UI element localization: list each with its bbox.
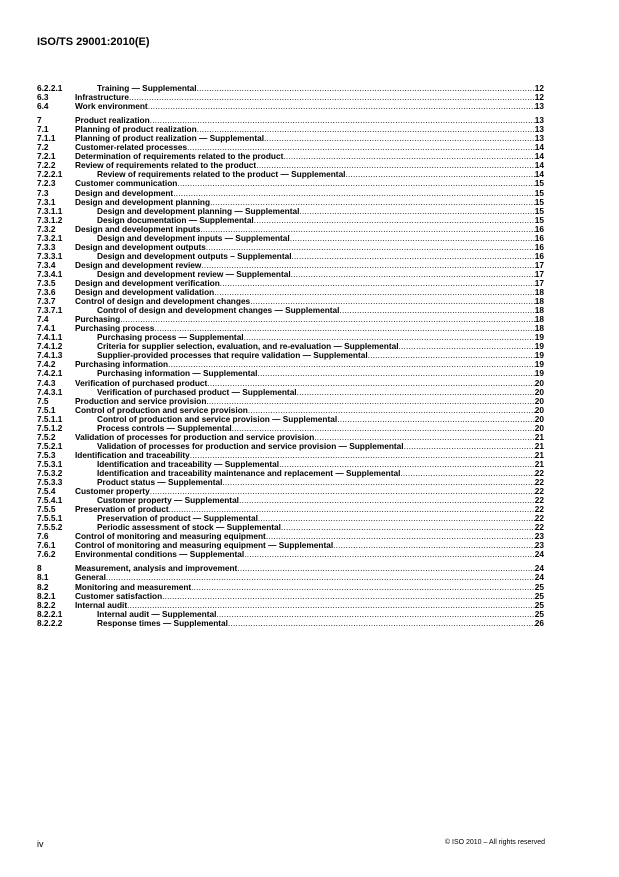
toc-entry-page: 20 <box>534 395 544 406</box>
toc-entry-page: 18 <box>534 305 544 316</box>
toc-entry-title: Purchasing process <box>75 323 155 334</box>
toc-entry-page: 20 <box>534 422 544 433</box>
toc-entry-number: 7.4.1.1 <box>37 332 63 343</box>
toc-dot-leader <box>254 216 535 225</box>
toc-dot-leader <box>244 550 535 559</box>
toc-entry-number: 7.2.3 <box>37 178 56 189</box>
toc-entry-number: 7.6.2 <box>37 549 56 560</box>
toc-entry-number: 7.5.1.1 <box>37 413 63 424</box>
page-number: iv <box>37 839 44 849</box>
toc-entry-number: 7.3.1 <box>37 196 56 207</box>
toc-dot-leader <box>258 514 535 523</box>
toc-dot-leader <box>216 610 534 619</box>
toc-entry-page: 21 <box>534 431 544 442</box>
toc-dot-leader <box>197 84 535 93</box>
toc-entry-page: 13 <box>534 124 544 135</box>
toc-entry-title: Criteria for supplier selection, evaluation, and re-evaluation — Supplemental <box>97 341 399 352</box>
toc-entry-page: 14 <box>534 160 544 171</box>
toc-entry-page: 20 <box>534 377 544 388</box>
toc-entry-number: 7.4 <box>37 314 49 325</box>
toc-entry-title: Purchasing information — Supplemental <box>97 368 258 379</box>
toc-entry-page: 25 <box>534 590 544 601</box>
toc-entry-page: 24 <box>534 563 544 574</box>
toc-dot-leader <box>220 279 535 288</box>
toc-entry-number: 7.2.2 <box>37 160 56 171</box>
toc-entry-page: 15 <box>534 214 544 225</box>
toc-entry-number: 7.3.3 <box>37 241 56 252</box>
toc-dot-leader <box>206 397 534 406</box>
toc-entry-page: 19 <box>534 350 544 361</box>
toc-entry-page: 13 <box>534 101 544 112</box>
toc-entry-title: Verification of purchased product <box>75 377 208 388</box>
toc-entry-number: 7.5.1 <box>37 404 56 415</box>
toc-entry-title: Verification of purchased product — Supplemental <box>97 386 297 397</box>
toc-entry-number: 7.5.3.3 <box>37 477 63 488</box>
toc-entry-number: 7.5.5.1 <box>37 513 63 524</box>
toc-entry-title: Supplier-provided processes that require validation — Supplemental <box>97 350 368 361</box>
toc-entry-page: 19 <box>534 332 544 343</box>
toc-entry-number: 7.4.1.3 <box>37 350 63 361</box>
toc-entry-title: Design and development inputs — Supplemental <box>97 232 290 243</box>
toc-dot-leader <box>257 369 534 378</box>
toc-section-group <box>37 564 544 627</box>
toc-entry-number: 7.3.6 <box>37 287 56 298</box>
toc-entry-number: 7.5.1.2 <box>37 422 63 433</box>
toc-entry-page: 14 <box>534 142 544 153</box>
toc-entry-title: Design documentation — Supplemental <box>97 214 254 225</box>
toc-entry-title: Product status — Supplemental <box>97 477 223 488</box>
toc-entry-title: Review of requirements related to the product — Supplemental <box>97 169 346 180</box>
toc-entry-page: 22 <box>534 495 544 506</box>
toc-entry-page: 16 <box>534 223 544 234</box>
toc-dot-leader <box>191 583 535 592</box>
toc-entry-number: 7.5.5.2 <box>37 522 63 533</box>
toc-entry-number: 7.2.1 <box>37 151 56 162</box>
toc-entry-title: Work environment <box>75 101 148 112</box>
toc-entry-number: 7.3.1.2 <box>37 214 63 225</box>
toc-entry-number: 8.2 <box>37 581 49 592</box>
toc-entry-number: 7.1.1 <box>37 133 56 144</box>
toc-entry-page: 19 <box>534 341 544 352</box>
toc-entry-number: 7.3.7 <box>37 296 56 307</box>
toc-entry-number: 7.4.1 <box>37 323 56 334</box>
toc-entry-number: 7.6.1 <box>37 540 56 551</box>
toc-entry-title: Customer property <box>75 486 150 497</box>
toc-entry-number: 7.5.2 <box>37 431 56 442</box>
toc-entry-title: Validation of processes for production and service provision <box>75 431 315 442</box>
toc-entry-number: 8.1 <box>37 572 49 583</box>
toc-entry-number: 6.2.2.1 <box>37 83 63 93</box>
toc-entry[interactable] <box>37 102 544 111</box>
toc-dot-leader <box>399 342 535 351</box>
toc-entry-number: 7 <box>37 115 42 126</box>
table-of-contents <box>37 84 544 633</box>
toc-entry-title: Design and development outputs – Supplemental <box>97 250 292 261</box>
toc-entry-number: 7.3.7.1 <box>37 305 63 316</box>
toc-entry-number: 8.2.2.1 <box>37 608 63 619</box>
toc-dot-leader <box>290 234 535 243</box>
toc-entry-title: Design and development planning <box>75 196 211 207</box>
toc-entry-title: Planning of product realization <box>75 124 197 135</box>
toc-entry-title: Control of monitoring and measuring equipment <box>75 531 266 542</box>
toc-entry-title: Purchasing information <box>75 359 169 370</box>
toc-entry-number: 7.2 <box>37 142 49 153</box>
toc-entry-page: 12 <box>534 83 544 93</box>
toc-entry-title: Design and development outputs <box>75 241 206 252</box>
toc-dot-leader <box>292 252 535 261</box>
toc-entry-page: 22 <box>534 513 544 524</box>
toc-dot-leader <box>120 315 535 324</box>
toc-entry-title: Preservation of product — Supplemental <box>97 513 258 524</box>
toc-dot-leader <box>404 442 535 451</box>
toc-entry-title: General <box>75 572 106 583</box>
toc-entry-title: Design and development validation <box>75 287 215 298</box>
toc-entry-number: 7.5.3 <box>37 449 56 460</box>
toc-entry-number: 7.3.2.1 <box>37 232 63 243</box>
toc-entry-title: Planning of product realization — Supplemental <box>75 133 264 144</box>
toc-dot-leader <box>222 478 534 487</box>
toc-dot-leader <box>162 592 535 601</box>
toc-entry-page: 19 <box>534 359 544 370</box>
toc-entry-title: Control of design and development changes <box>75 296 251 307</box>
toc-entry-page: 24 <box>534 549 544 560</box>
toc-entry-title: Customer property — Supplemental <box>97 495 239 506</box>
toc-dot-leader <box>239 496 535 505</box>
toc-entry-page: 21 <box>534 440 544 451</box>
toc-dot-leader <box>283 152 534 161</box>
toc-entry-page: 16 <box>534 250 544 261</box>
toc-entry-title: Identification and traceability — Supplemental <box>97 458 280 469</box>
toc-entry-title: Design and development review — Supplemental <box>97 268 291 279</box>
toc-entry-page: 15 <box>534 178 544 189</box>
toc-entry-title: Design and development inputs <box>75 223 201 234</box>
toc-entry[interactable] <box>37 619 544 628</box>
toc-entry-page: 21 <box>534 449 544 460</box>
toc-entry-title: Infrastructure <box>75 92 129 103</box>
toc-entry-page: 22 <box>534 467 544 478</box>
toc-entry-number: 8 <box>37 563 42 574</box>
toc-entry-page: 17 <box>534 277 544 288</box>
toc-entry-title: Design and development <box>75 187 174 198</box>
toc-entry-number: 7.5.4 <box>37 486 56 497</box>
toc-entry-title: Identification and traceability <box>75 449 190 460</box>
toc-entry-page: 18 <box>534 287 544 298</box>
toc-entry-title: Monitoring and measurement <box>75 581 192 592</box>
toc-entry-number: 7.3.3.1 <box>37 250 63 261</box>
toc-entry-title: Control of design and development changes — Supplemental <box>97 305 340 316</box>
toc-entry-page: 25 <box>534 581 544 592</box>
toc-entry-number: 7.5.5 <box>37 504 56 515</box>
toc-entry-number: 6.4 <box>37 101 49 112</box>
toc-entry-page: 20 <box>534 404 544 415</box>
toc-entry-page: 25 <box>534 599 544 610</box>
toc-entry-number: 7.3.4 <box>37 259 56 270</box>
toc-entry-page: 18 <box>534 296 544 307</box>
toc-entry-page: 22 <box>534 477 544 488</box>
toc-entry-number: 7.4.1.2 <box>37 341 63 352</box>
toc-entry-title: Production and service provision <box>75 395 207 406</box>
toc-entry-number: 7.5.3.1 <box>37 458 63 469</box>
toc-entry-title: Design and development verification <box>75 277 220 288</box>
toc-entry-title: Control of production and service provision — Supplemental <box>97 413 338 424</box>
toc-dot-leader <box>299 207 534 216</box>
toc-entry-number: 7.4.2.1 <box>37 368 63 379</box>
toc-entry-number: 7.3.1.1 <box>37 205 63 216</box>
toc-entry-title: Training — Supplemental <box>97 83 197 93</box>
toc-section-group <box>37 84 544 111</box>
toc-entry-page: 20 <box>534 413 544 424</box>
toc-dot-leader <box>337 415 535 424</box>
toc-entry-page: 17 <box>534 259 544 270</box>
toc-entry-title: Identification and traceability maintenance and replacement — Supplemental <box>97 467 401 478</box>
toc-entry-page: 22 <box>534 486 544 497</box>
toc-dot-leader <box>150 116 535 125</box>
toc-entry-number: 7.4.3 <box>37 377 56 388</box>
toc-entry-title: Response times — Supplemental <box>97 617 228 628</box>
toc-section-group <box>37 116 544 559</box>
toc-dot-leader <box>291 270 535 279</box>
toc-entry-page: 15 <box>534 196 544 207</box>
toc-entry-title: Preservation of product <box>75 504 169 515</box>
toc-entry-page: 17 <box>534 268 544 279</box>
toc-entry-page: 26 <box>534 617 544 628</box>
toc-entry-page: 19 <box>534 368 544 379</box>
toc-entry-number: 7.3.4.1 <box>37 268 63 279</box>
toc-dot-leader <box>173 189 535 198</box>
toc-entry-title: Product realization <box>75 115 150 126</box>
toc-entry-title: Customer communication <box>75 178 178 189</box>
toc-entry-title: Design and development planning — Supplemental <box>97 205 300 216</box>
toc-entry-title: Internal audit — Supplemental <box>97 608 217 619</box>
toc-dot-leader <box>264 134 535 143</box>
toc-entry-number: 7.6 <box>37 531 49 542</box>
toc-entry-page: 13 <box>534 115 544 126</box>
toc-entry-number: 6.3 <box>37 92 49 103</box>
toc-entry-page: 16 <box>534 232 544 243</box>
toc-entry-page: 13 <box>534 133 544 144</box>
toc-entry-page: 22 <box>534 504 544 515</box>
toc-entry-title: Customer satisfaction <box>75 590 163 601</box>
toc-entry-page: 21 <box>534 458 544 469</box>
toc-dot-leader <box>346 170 535 179</box>
toc-entry-page: 18 <box>534 323 544 334</box>
toc-entry-page: 14 <box>534 151 544 162</box>
toc-entry-title: Control of monitoring and measuring equipment — Supplemental <box>75 540 334 551</box>
toc-dot-leader <box>228 619 535 628</box>
copyright-notice: © ISO 2010 – All rights reserved <box>444 839 545 846</box>
toc-entry[interactable] <box>37 564 544 573</box>
toc-entry-page: 15 <box>534 205 544 216</box>
toc-entry-title: Determination of requirements related to the product <box>75 151 284 162</box>
toc-entry-page: 14 <box>534 169 544 180</box>
toc-entry-page: 12 <box>534 92 544 103</box>
toc-dot-leader <box>148 102 535 111</box>
toc-entry-title: Purchasing process — Supplemental <box>97 332 244 343</box>
toc-dot-leader <box>281 523 535 532</box>
toc-entry[interactable] <box>37 550 544 559</box>
toc-entry-title: Measurement, analysis and improvement <box>75 563 238 574</box>
toc-entry-number: 7.2.2.1 <box>37 169 63 180</box>
toc-entry-title: Control of production and service provision <box>75 404 248 415</box>
toc-entry-title: Validation of processes for production and service provision — Supplemental <box>97 440 404 451</box>
toc-entry-page: 20 <box>534 386 544 397</box>
toc-dot-leader <box>297 388 535 397</box>
toc-entry-number: 7.3.2 <box>37 223 56 234</box>
toc-dot-leader <box>339 306 534 315</box>
toc-entry-title: Review of requirements related to the product <box>75 160 257 171</box>
toc-entry-number: 8.2.2.2 <box>37 617 63 628</box>
toc-entry-page: 23 <box>534 540 544 551</box>
toc-dot-leader <box>333 541 535 550</box>
document-header: ISO/TS 29001:2010(E) <box>37 36 150 48</box>
toc-entry-number: 7.5.2.1 <box>37 440 63 451</box>
toc-entry-number: 7.3 <box>37 187 49 198</box>
toc-entry-title: Internal audit <box>75 599 128 610</box>
toc-entry-page: 24 <box>534 572 544 583</box>
toc-entry-page: 25 <box>534 608 544 619</box>
toc-dot-leader <box>129 93 535 102</box>
toc-entry-page: 16 <box>534 241 544 252</box>
toc-entry-number: 7.4.2 <box>37 359 56 370</box>
toc-entry-page: 18 <box>534 314 544 325</box>
toc-entry-number: 7.5 <box>37 395 49 406</box>
toc-entry-page: 15 <box>534 187 544 198</box>
toc-entry-page: 22 <box>534 522 544 533</box>
toc-entry-title: Process controls — Supplemental <box>97 422 232 433</box>
toc-entry-title: Customer-related processes <box>75 142 188 153</box>
toc-dot-leader <box>177 179 534 188</box>
toc-entry-number: 7.1 <box>37 124 49 135</box>
toc-entry-number: 7.4.3.1 <box>37 386 63 397</box>
toc-dot-leader <box>400 469 534 478</box>
toc-entry-number: 8.2.1 <box>37 590 56 601</box>
toc-dot-leader <box>214 288 535 297</box>
toc-entry-title: Purchasing <box>75 314 121 325</box>
toc-entry-page: 23 <box>534 531 544 542</box>
toc-entry-title: Periodic assessment of stock — Supplemental <box>97 522 281 533</box>
toc-dot-leader <box>368 351 535 360</box>
toc-entry-title: Environmental conditions — Supplemental <box>75 549 245 560</box>
toc-entry-number: 7.5.4.1 <box>37 495 63 506</box>
toc-entry-number: 7.3.5 <box>37 277 56 288</box>
toc-entry-number: 8.2.2 <box>37 599 56 610</box>
toc-entry-title: Design and development review <box>75 259 202 270</box>
toc-dot-leader <box>237 564 534 573</box>
toc-entry-number: 7.5.3.2 <box>37 467 63 478</box>
